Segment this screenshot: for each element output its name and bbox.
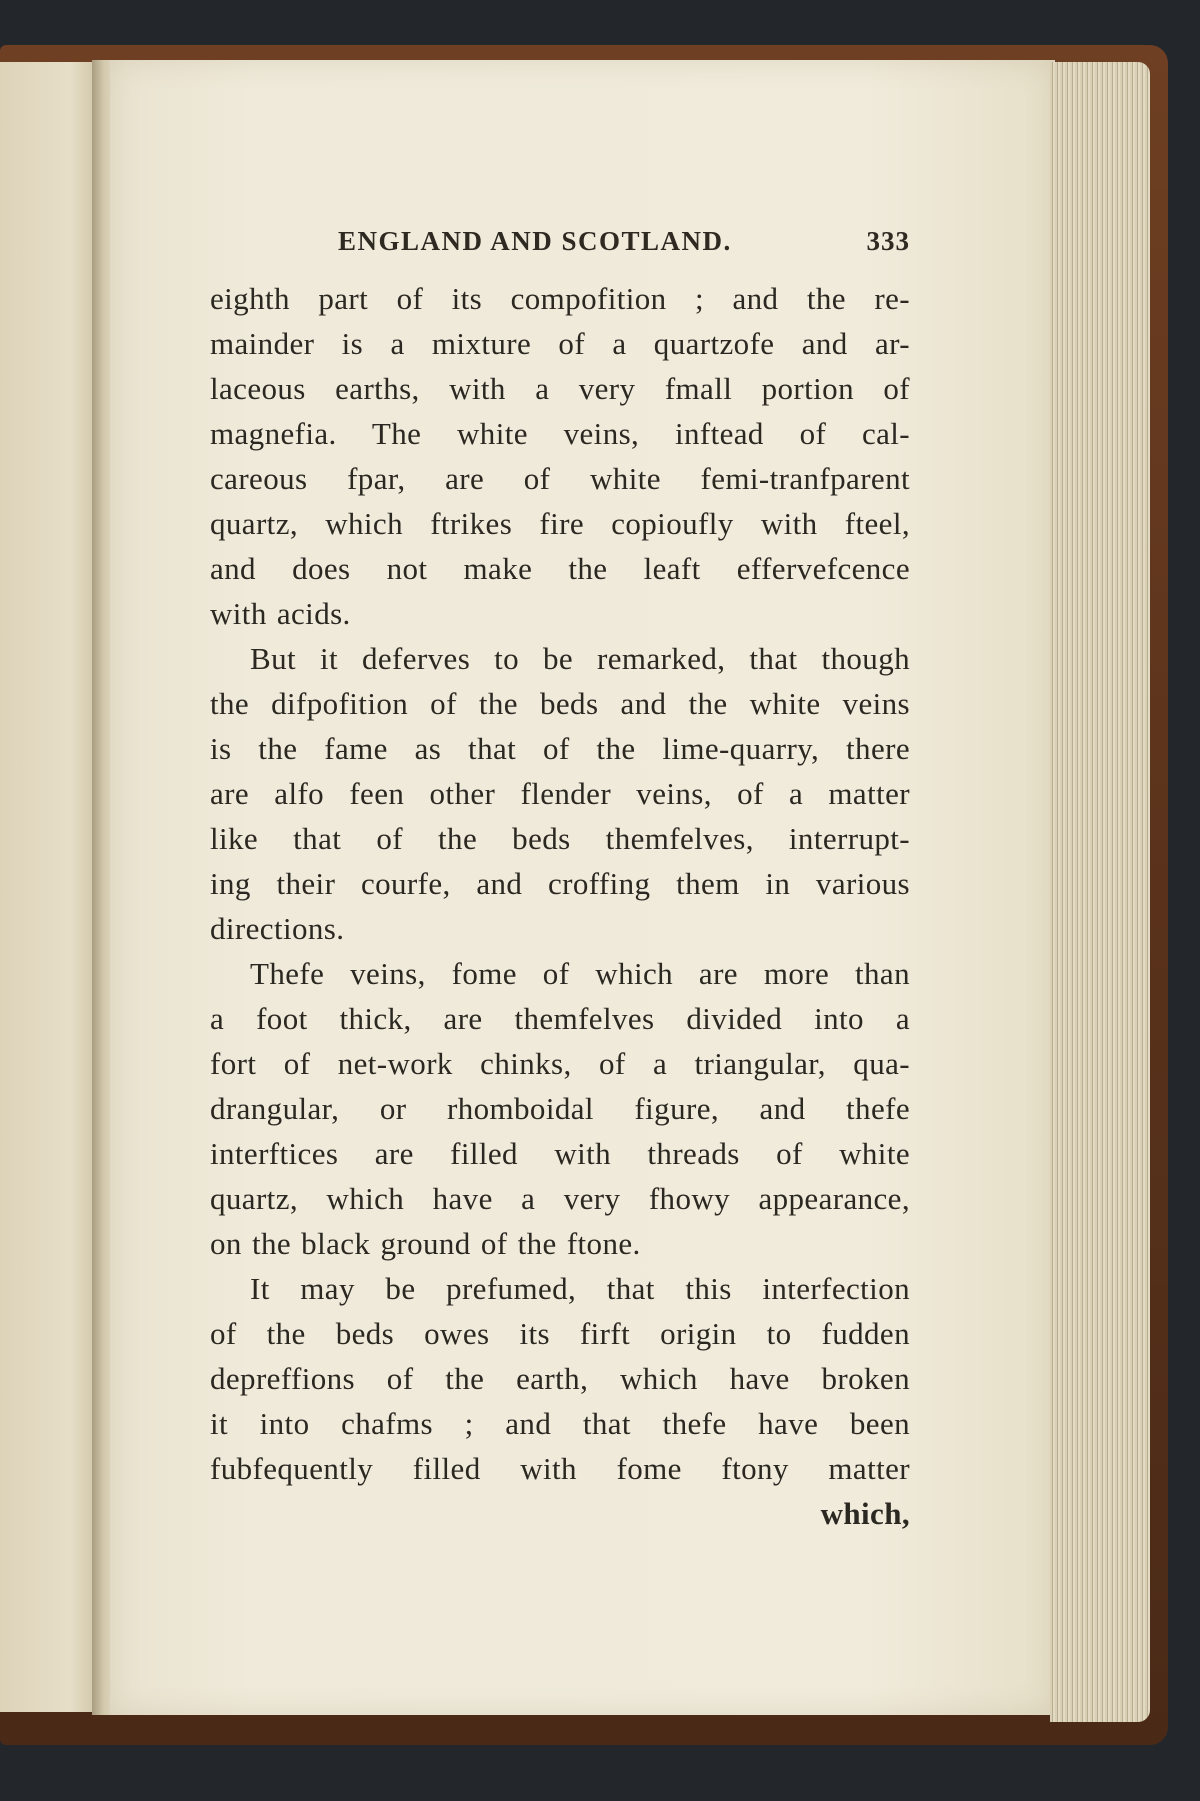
text-line: the difpofition of the beds and the white veins (210, 686, 910, 721)
text-line: is the fame as that of the lime-quarry, there (210, 731, 910, 766)
text-line: a foot thick, are themfelves divided into a (210, 1001, 910, 1036)
text-line: quartz, which ftrikes fire copioufly with fteel, (210, 506, 910, 541)
paragraph (210, 1266, 910, 1491)
text-line: are alfo feen other flender veins, of a matter (210, 776, 910, 811)
text-line: magnefia. The white veins, inftead of cal- (210, 416, 910, 451)
text-line: ing their courfe, and croffing them in various (210, 866, 910, 901)
text-line: it into chafms ; and that thefe have been (210, 1406, 910, 1441)
running-head (210, 226, 910, 276)
page-number: 333 (866, 226, 910, 256)
body-text (210, 276, 910, 1491)
text-line: with acids. (210, 596, 351, 631)
paragraph (210, 951, 910, 1266)
text-line: and does not make the leaft effervefcence (210, 551, 910, 586)
text-line: mainder is a mixture of a quartzofe and ar- (210, 326, 910, 361)
text-line: laceous earths, with a very fmall portion of (210, 371, 910, 406)
text-line: depreffions of the earth, which have broken (210, 1361, 910, 1396)
text-line: quartz, which have a very fhowy appearance, (210, 1181, 910, 1216)
catchword: which, (820, 1496, 910, 1531)
paragraph (210, 276, 910, 636)
text-line: careous fpar, are of white femi-tranfparent (210, 461, 910, 496)
text-line: fort of net-work chinks, of a triangular, qua- (210, 1046, 910, 1081)
text-line: Thefe veins, fome of which are more than (250, 956, 910, 991)
text-line: drangular, or rhomboidal figure, and thefe (210, 1091, 910, 1126)
page-edges (1050, 62, 1150, 1722)
text-line: like that of the beds themfelves, interrupt- (210, 821, 910, 856)
text-line: of the beds owes its firft origin to fudden (210, 1316, 910, 1351)
text-line: It may be prefumed, that this interfection (250, 1271, 910, 1306)
text-block (210, 226, 910, 1536)
text-line: fubfequently filled with fome ftony matter (210, 1451, 910, 1486)
text-line: eighth part of its compofition ; and the re- (210, 281, 910, 316)
paragraph (210, 636, 910, 951)
left-page (0, 62, 100, 1712)
text-line: But it deferves to be remarked, that though (250, 641, 910, 676)
text-line: directions. (210, 911, 345, 946)
text-line: on the black ground of the ftone. (210, 1226, 641, 1261)
text-line: interftices are filled with threads of white (210, 1136, 910, 1171)
running-head-title: ENGLAND AND SCOTLAND. (338, 226, 732, 256)
